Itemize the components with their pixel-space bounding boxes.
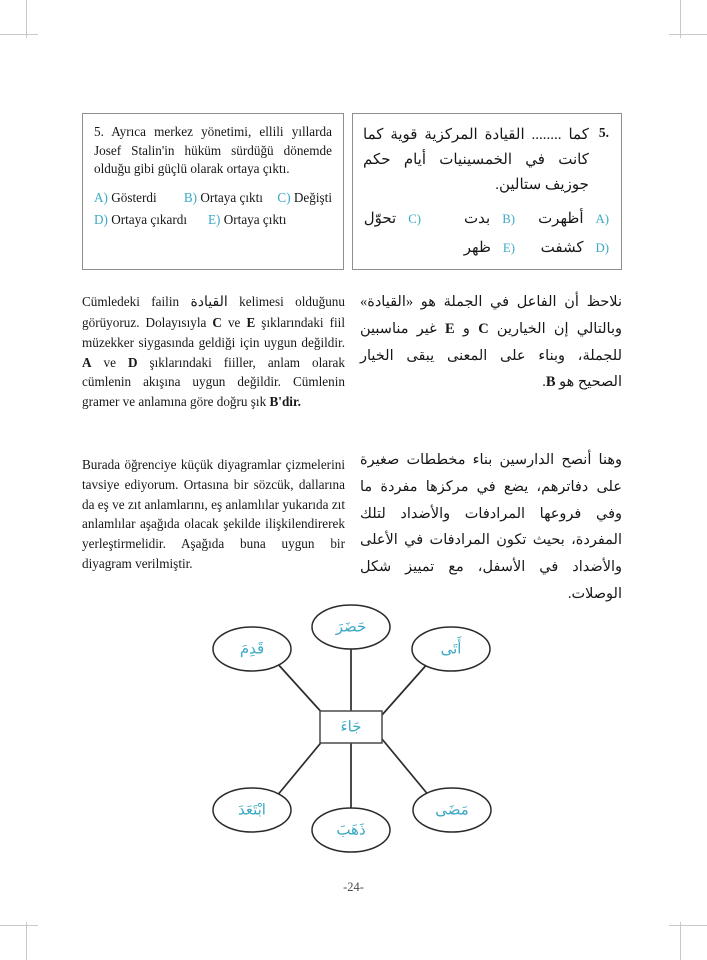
turkish-option-e — [208, 210, 286, 230]
turkish-option-a-letter: A) — [94, 190, 108, 206]
arabic-options-row-1 — [363, 207, 609, 233]
ar-exp1-d: . — [542, 374, 546, 391]
turkish-option-d-text: Ortaya çıkardı — [111, 212, 188, 227]
arabic-options-list — [363, 207, 609, 261]
connector-center-to-bottom-right — [382, 739, 430, 797]
tr-exp1-b: kelimesi olduğunu görüyoruz. Dolayısıyla — [82, 294, 345, 330]
word-web-diagram — [196, 592, 506, 862]
node-label-bottom: ذَهَبَ — [336, 822, 366, 839]
ar-exp1-b: و — [454, 320, 479, 337]
turkish-option-d — [94, 210, 208, 230]
tr-exp1-bold-2: E — [246, 315, 256, 330]
arabic-option-a-word: أظهرت — [538, 211, 584, 228]
turkish-option-c-letter: C) — [277, 190, 291, 206]
arabic-explanation-paragraph-2 — [360, 447, 622, 608]
turkish-question-stem: 5. Ayrıca merkez yönetimi, ellili yıllarda Josef Stalin'in hüküm sürdüğü dönemde olduğu gibi güçlü olarak ortaya çıktı. — [94, 124, 332, 177]
turkish-explanation-paragraph-1 — [82, 292, 345, 412]
node-label-center: جَاءَ — [340, 719, 362, 736]
arabic-options-row-2 — [363, 236, 609, 262]
turkish-explanation-2-body: Burada öğrenciye küçük diyagramlar çizmelerini tavsiye ediyorum. Ortasına bir sözcük, dallarına da eş ve zıt anlamlarını, eş anlamlılar yukarıda zıt anlamlılar aşağıda olacak şekilde ilişkilendirerek yerleştirmelidir. Aşağıda buna uygun bir diyagram verilmiştir. — [82, 457, 345, 571]
connector-center-to-top-right — [382, 662, 429, 715]
ar-exp1-bold-2: E — [444, 320, 455, 337]
turkish-option-a-text: Gösterdi — [111, 190, 157, 206]
tr-exp1-arabic-word: القيادة — [190, 295, 228, 310]
turkish-option-c — [277, 188, 332, 208]
tr-exp1-bold-5: B'dir. — [269, 394, 301, 410]
turkish-option-c-text: Değişti — [293, 190, 332, 206]
turkish-option-d-letter: D) — [94, 212, 108, 227]
node-label-bottom-right: مَضَى — [435, 802, 469, 819]
page-number: -24- — [343, 880, 364, 894]
tr-exp1-e: ve — [91, 354, 128, 370]
arabic-option-a-letter: A) — [595, 212, 609, 227]
ar-exp1-bold-1: C — [478, 320, 489, 337]
crop-mark-bottom-right-horizontal — [669, 925, 707, 926]
turkish-options-row-1 — [94, 188, 332, 208]
arabic-question-header — [363, 123, 609, 197]
crop-mark-top-right-vertical — [680, 0, 681, 38]
arabic-explanation-1-body — [360, 289, 622, 396]
node-label-top-right: أَتَى — [440, 641, 462, 658]
turkish-option-b-letter: B) — [183, 190, 198, 206]
turkish-options-list — [94, 188, 332, 230]
arabic-option-c-letter: C) — [408, 212, 421, 227]
arabic-option-c — [364, 207, 421, 233]
arabic-option-b — [421, 207, 515, 233]
turkish-option-b — [184, 188, 278, 208]
turkish-option-a — [94, 188, 184, 208]
arabic-option-d — [515, 236, 609, 262]
tr-exp1-bold-1: C — [212, 315, 222, 330]
turkish-explanation-1-body — [82, 292, 345, 412]
node-label-top-left: قَدِمَ — [239, 641, 265, 658]
arabic-option-d-letter: D) — [595, 240, 609, 255]
arabic-option-d-word: كشفت — [540, 239, 584, 256]
arabic-question-box — [352, 113, 622, 270]
arabic-option-e-letter: E) — [502, 240, 515, 255]
arabic-option-a — [515, 207, 609, 233]
ar-exp1-a: نلاحظ أن الفاعل في الجملة هو «القيادة» وبالتالي إن الخيارين — [360, 294, 622, 337]
arabic-option-c-word: تحوّل — [363, 211, 397, 228]
arabic-option-e — [431, 236, 515, 262]
crop-mark-bottom-right-vertical — [680, 922, 681, 960]
crop-mark-bottom-left-vertical — [26, 922, 27, 960]
connector-center-to-top-left — [276, 662, 324, 715]
tr-exp1-c: ve — [221, 315, 247, 330]
turkish-explanation-paragraph-2 — [82, 455, 345, 574]
arabic-option-b-letter: B) — [502, 212, 515, 227]
node-label-top: حَضَرَ — [335, 619, 367, 636]
arabic-question-number: 5. — [598, 125, 609, 140]
arabic-explanation-2-body: وهنا أنصح الدارسين بناء مخططات صغيرة على دفاترهم، يضع في مركزها مفردة ما وفي فروعها المرادفات والأضداد لتلك المفردة، بحيث تكون المرادفات في الأعلى والأضداد في الأسفل، مع تمييز شكل الوصلات. — [360, 452, 622, 603]
connector-center-to-bottom-left — [276, 739, 324, 797]
question-boxes-row — [82, 113, 622, 270]
turkish-option-b-text: Ortaya çıktı — [200, 190, 263, 206]
crop-mark-top-right-horizontal — [669, 34, 707, 35]
ar-exp1-c: غير مناسبين للجملة، وبناء على المعنى يبقى الخيار الصحيح هو — [360, 320, 622, 391]
arabic-option-b-word: بدت — [464, 211, 491, 228]
tr-exp1-bold-4: D — [127, 354, 138, 370]
crop-mark-top-left-vertical — [26, 0, 27, 38]
tr-exp1-d: şıklarındaki fiil müzekker siygasında geldiği için uygun değildir. — [82, 315, 345, 350]
turkish-question-box — [82, 113, 344, 270]
tr-exp1-f: şıklarındaki fiiller, anlam olarak cümlenin akışına uygun değildir. Cümlenin gramer ve anlamına göre doğru şık — [82, 354, 345, 410]
node-label-bottom-left: ابْتَعَدَ — [238, 802, 266, 819]
turkish-option-e-text: Ortaya çıktı — [223, 212, 287, 227]
arabic-question-stem: كما ........ القيادة المركزية قوية كما كانت في الخمسينيات أيام حكم جوزيف ستالين. — [363, 127, 589, 193]
arabic-option-e-word: ظهر — [463, 239, 491, 256]
ar-exp1-bold-3: B — [545, 374, 556, 391]
turkish-options-row-2 — [94, 210, 332, 230]
tr-exp1-a: Cümledeki failin — [82, 294, 191, 309]
arabic-explanation-paragraph-1 — [360, 289, 622, 396]
crop-mark-top-left-horizontal — [0, 34, 38, 35]
turkish-option-e-letter: E) — [208, 212, 221, 227]
tr-exp1-bold-3: A — [82, 354, 92, 370]
crop-mark-bottom-left-horizontal — [0, 925, 38, 926]
